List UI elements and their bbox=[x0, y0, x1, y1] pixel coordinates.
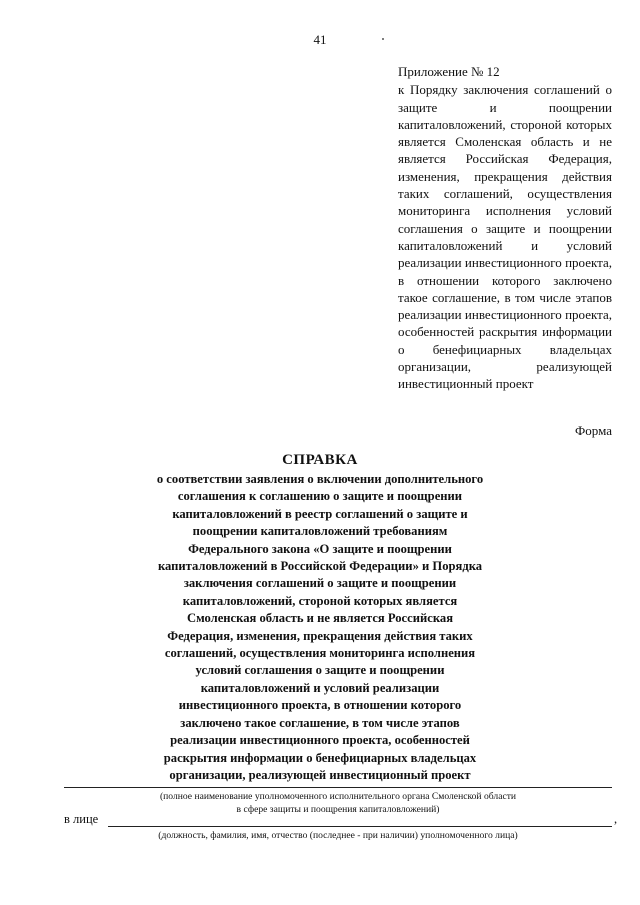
subtitle-line: Смоленская область и не является Российская bbox=[186, 611, 454, 626]
subtitle-line: раскрытия информации о бенефициарных владельцах bbox=[163, 750, 477, 765]
spravka-title: СПРАВКА bbox=[282, 452, 358, 468]
subtitle-line: о соответствии заявления о включении дополнительного bbox=[156, 472, 484, 486]
form-label: Форма bbox=[575, 423, 612, 438]
subtitle-line: капиталовложений в реестр соглашений о защите и bbox=[172, 506, 468, 521]
annex-title: Приложение № 12 bbox=[398, 64, 500, 79]
org-name-fill-line[interactable] bbox=[64, 787, 612, 788]
spravka-subtitle bbox=[108, 471, 532, 784]
subtitle-line: инвестиционного проекта, в отношении которого bbox=[178, 698, 462, 713]
subtitle-line: капиталовложений и условий реализации bbox=[200, 680, 440, 695]
subtitle-line: заключено такое соглашение, в том числе этапов bbox=[180, 715, 460, 730]
subtitle-line: условий соглашения о защите и поощрении bbox=[195, 663, 445, 678]
page-number: 41 bbox=[313, 32, 327, 47]
annex-body: к Порядку заключения соглашений о защите и поощрении капиталовложений, стороной которых является Смоленская область и не является Российская Федерация, изменения, прекращения действия таких соглашений, осуществления мониторинга исполнения условий соглашения о защите и поощрении капиталовложений и условий реализации инвестиционного проекта, в отношении которого заключено такое соглашение, в том числе этапов реализации инвестиционного проекта, особенностей раскрытия информации о бенефициарных владельцах организации, реализующей инвестиционный проект bbox=[398, 82, 612, 392]
org-caption-line: (полное наименование уполномоченного исполнительного органа Смоленской области bbox=[159, 791, 517, 802]
subtitle-line: капиталовложений, стороной которых является bbox=[182, 593, 458, 608]
subtitle-line: соглашения к соглашению о защите и поощрении bbox=[177, 489, 463, 504]
subtitle-line: соглашений, осуществления мониторинга исполнения bbox=[164, 646, 476, 661]
subtitle-line: реализации инвестиционного проекта, особенностей bbox=[170, 733, 470, 748]
in-person-label: в лице bbox=[64, 812, 99, 826]
org-caption-line: в сфере защиты и поощрения капиталовложений) bbox=[236, 804, 440, 815]
subtitle-line: поощрении капиталовложений требованиям bbox=[192, 524, 448, 539]
subtitle-line: заключения соглашений о защите и поощрении bbox=[183, 576, 457, 591]
person-caption: (должность, фамилия, имя, отчество (последнее - при наличии) уполномоченного лица) bbox=[158, 830, 518, 841]
subtitle-line: Федерального закона «О защите и поощрении bbox=[188, 541, 452, 556]
subtitle-line: Федерация, изменения, прекращения действия таких bbox=[167, 628, 473, 643]
scan-speck bbox=[382, 38, 384, 40]
in-person-comma: , bbox=[614, 812, 618, 826]
subtitle-line: капиталовложений в Российской Федерации» и Порядка bbox=[157, 559, 483, 574]
in-person-fill-line[interactable] bbox=[108, 826, 612, 827]
subtitle-line: организации, реализующей инвестиционный проект bbox=[169, 767, 471, 782]
annex-block bbox=[398, 63, 612, 393]
